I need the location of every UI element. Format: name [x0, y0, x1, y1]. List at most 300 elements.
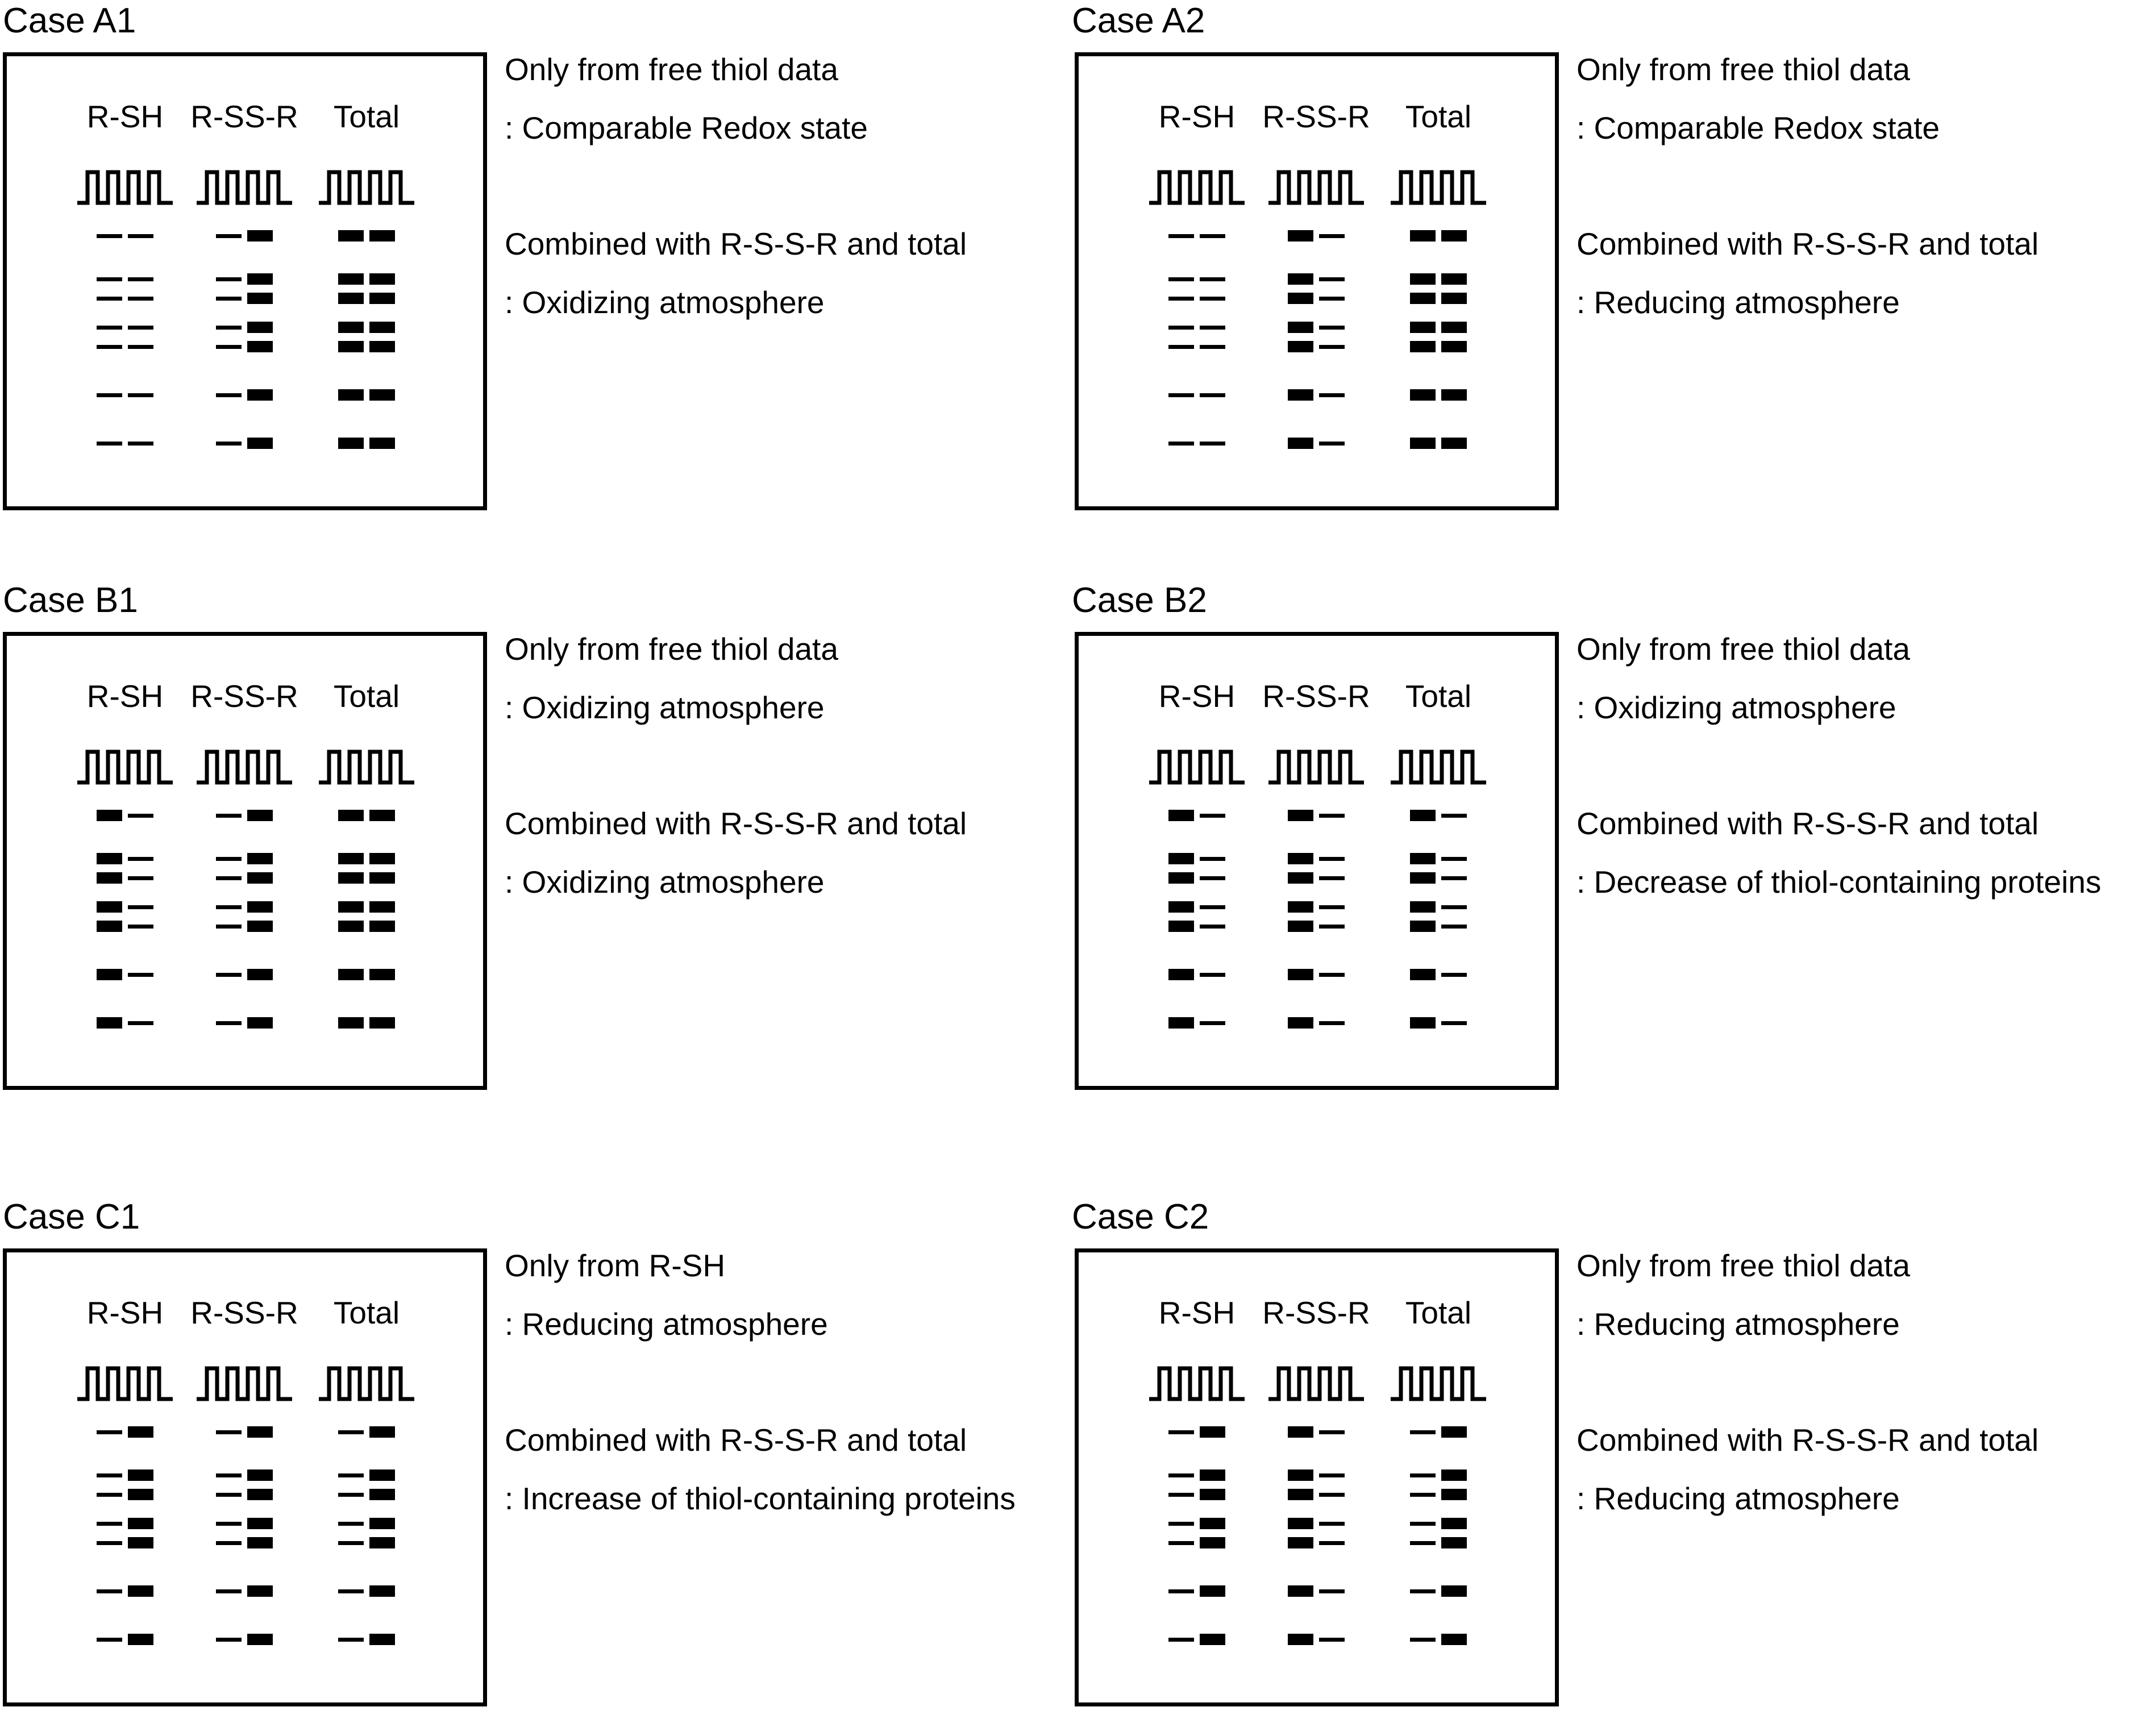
gel-band [1168, 810, 1194, 821]
gel-band [338, 1638, 364, 1642]
gel-band [247, 872, 273, 884]
well-comb [1388, 168, 1488, 207]
gel-band [128, 814, 153, 818]
gel-band [1441, 1426, 1467, 1438]
gel-band [1168, 872, 1194, 884]
gel-band [1441, 876, 1467, 880]
gel-band [1410, 1541, 1436, 1545]
well-comb [1388, 1364, 1488, 1404]
gel-band [1319, 814, 1345, 818]
gel-band [247, 438, 273, 449]
gel-band [1410, 921, 1436, 932]
gel-band [1200, 876, 1225, 880]
lane-header: R-SS-R [190, 1295, 298, 1330]
gel-band [1410, 969, 1436, 980]
gel-band [338, 341, 364, 352]
lane-header: R-SS-R [190, 99, 298, 134]
gel-band [1441, 905, 1467, 909]
well-comb [194, 747, 294, 787]
gel-band [247, 273, 273, 285]
gel-band [1441, 1537, 1467, 1548]
gel-band [128, 442, 153, 446]
gel-band [1441, 1489, 1467, 1500]
interpretation-note-line: Only from free thiol data [1577, 631, 1910, 667]
gel-band [1410, 230, 1436, 242]
gel-band [1200, 345, 1225, 349]
lane-header: Total [333, 1295, 400, 1330]
gel-band [1319, 905, 1345, 909]
gel-band [1410, 853, 1436, 864]
gel-band [1319, 1522, 1345, 1526]
gel-band [1441, 1634, 1467, 1645]
gel-band [338, 1473, 364, 1477]
gel-band [1319, 925, 1345, 929]
case-title: Case B1 [3, 581, 138, 620]
lane-header: Total [333, 678, 400, 714]
gel-band [247, 341, 273, 352]
gel-band [1319, 297, 1345, 301]
gel-band [216, 857, 242, 861]
gel-band [97, 277, 122, 281]
interpretation-note-line: : Reducing atmosphere [1577, 1481, 1900, 1516]
gel-band [1168, 297, 1194, 301]
gel-band [1319, 1493, 1345, 1497]
gel-band [1319, 1589, 1345, 1593]
case-panel-case-c1 [0, 1196, 1063, 1736]
gel-band [1410, 438, 1436, 449]
gel-band [216, 1430, 242, 1434]
well-comb [194, 1364, 294, 1404]
interpretation-note-line: Only from free thiol data [505, 52, 838, 87]
gel-band [128, 1426, 153, 1438]
gel-band [1410, 901, 1436, 913]
interpretation-note-line: : Comparable Redox state [1577, 110, 1940, 145]
gel-band [1319, 234, 1345, 238]
gel-band [338, 389, 364, 401]
interpretation-note-line: Only from R-SH [505, 1248, 726, 1283]
well-comb [1147, 1364, 1247, 1404]
gel-band [1410, 341, 1436, 352]
gel-band [1288, 230, 1313, 242]
gel-band [1288, 853, 1313, 864]
gel-band [1168, 1522, 1194, 1526]
case-panel-case-c2 [1072, 1196, 2135, 1736]
gel-band [1200, 1469, 1225, 1481]
gel-band [216, 393, 242, 397]
gel-band [1200, 925, 1225, 929]
gel-band [247, 1426, 273, 1438]
gel-band [338, 1589, 364, 1593]
gel-band [247, 1634, 273, 1645]
gel-band [369, 1017, 395, 1029]
gel-band [1319, 345, 1345, 349]
gel-band [216, 1473, 242, 1477]
gel-band [128, 326, 153, 330]
lane-header: Total [333, 99, 400, 134]
gel-band [1168, 1430, 1194, 1434]
lane-header: Total [1405, 1295, 1472, 1330]
gel-band [1441, 814, 1467, 818]
gel-band [369, 1426, 395, 1438]
gel-band [1410, 872, 1436, 884]
gel-band [369, 293, 395, 304]
gel-band [1200, 442, 1225, 446]
gel-band [216, 1638, 242, 1642]
gel-band [1288, 1634, 1313, 1645]
gel-band [1200, 393, 1225, 397]
gel-band [247, 1518, 273, 1529]
gel-band [216, 814, 242, 818]
interpretation-note-line: : Oxidizing atmosphere [1577, 690, 1896, 725]
gel-band [1319, 442, 1345, 446]
gel-band [97, 1017, 122, 1029]
lane-header: R-SH [1158, 678, 1236, 714]
case-title: Case A2 [1072, 1, 1205, 40]
gel-band [1168, 442, 1194, 446]
gel-band [1319, 1473, 1345, 1477]
interpretation-note-line: : Oxidizing atmosphere [505, 285, 825, 320]
gel-band [216, 925, 242, 929]
gel-band [338, 1017, 364, 1029]
gel-band [1200, 1585, 1225, 1597]
gel-band [369, 810, 395, 821]
well-comb [1266, 747, 1366, 787]
well-comb [75, 1364, 175, 1404]
gel-band [1200, 905, 1225, 909]
gel-band [1288, 901, 1313, 913]
gel-band [128, 393, 153, 397]
interpretation-note-line: : Reducing atmosphere [1577, 285, 1900, 320]
gel-band [369, 1469, 395, 1481]
gel-band [1288, 872, 1313, 884]
case-panel-case-a1 [0, 0, 1063, 540]
gel-band [1200, 1489, 1225, 1500]
gel-band [128, 905, 153, 909]
gel-band [338, 273, 364, 285]
gel-band [1288, 1518, 1313, 1529]
gel-band [338, 921, 364, 932]
gel-band [1441, 857, 1467, 861]
lane-header: R-SS-R [1262, 678, 1370, 714]
gel-band [369, 969, 395, 980]
gel-band [97, 234, 122, 238]
gel-band [1410, 1522, 1436, 1526]
gel-band [1441, 438, 1467, 449]
gel-band [128, 1585, 153, 1597]
gel-band [1410, 1430, 1436, 1434]
gel-band [1410, 1017, 1436, 1029]
gel-band [1168, 1589, 1194, 1593]
gel-band [216, 1541, 242, 1545]
gel-band [1200, 1426, 1225, 1438]
gel-band [128, 345, 153, 349]
gel-band [1168, 234, 1194, 238]
gel-band [97, 1522, 122, 1526]
gel-band [1410, 1638, 1436, 1642]
gel-band [1200, 326, 1225, 330]
gel-band [338, 901, 364, 913]
gel-band [97, 901, 122, 913]
case-title: Case C1 [3, 1197, 140, 1237]
case-panel-case-a2 [1072, 0, 2135, 540]
gel-band [338, 293, 364, 304]
case-title: Case A1 [3, 1, 136, 40]
gel-band [1200, 277, 1225, 281]
gel-band [1319, 326, 1345, 330]
gel-band [1168, 901, 1194, 913]
gel-band [369, 872, 395, 884]
gel-band [1319, 857, 1345, 861]
gel-band [216, 905, 242, 909]
gel-band [1200, 814, 1225, 818]
gel-band [1200, 1634, 1225, 1645]
well-comb [1266, 168, 1366, 207]
gel-band [216, 973, 242, 977]
gel-band [369, 322, 395, 333]
gel-band [97, 853, 122, 864]
gel-band [338, 438, 364, 449]
gel-band [216, 1493, 242, 1497]
gel-band [338, 1493, 364, 1497]
gel-band [97, 1541, 122, 1545]
gel-band [247, 1469, 273, 1481]
gel-band [128, 277, 153, 281]
interpretation-note-line: : Comparable Redox state [505, 110, 868, 145]
interpretation-note-line: : Decrease of thiol-containing proteins [1577, 864, 2102, 900]
interpretation-note-line: Only from free thiol data [1577, 52, 1910, 87]
gel-band [338, 810, 364, 821]
well-comb [317, 168, 417, 207]
well-comb [1147, 168, 1247, 207]
gel-band [247, 1537, 273, 1548]
gel-band [247, 921, 273, 932]
gel-band [97, 1589, 122, 1593]
gel-band [128, 1537, 153, 1548]
gel-band [1288, 273, 1313, 285]
gel-band [1441, 293, 1467, 304]
interpretation-note-line: Combined with R-S-S-R and total [505, 226, 967, 261]
interpretation-note-line: Only from free thiol data [1577, 1248, 1910, 1283]
gel-band [1288, 322, 1313, 333]
gel-band [338, 230, 364, 242]
gel-band [1168, 393, 1194, 397]
gel-band [369, 853, 395, 864]
gel-band [128, 297, 153, 301]
gel-band [338, 322, 364, 333]
gel-band [369, 230, 395, 242]
gel-band [1441, 1469, 1467, 1481]
gel-band [338, 872, 364, 884]
well-comb [194, 168, 294, 207]
lane-header: R-SS-R [1262, 99, 1370, 134]
interpretation-note-line: Combined with R-S-S-R and total [1577, 226, 2039, 261]
gel-band [1441, 1021, 1467, 1025]
gel-band [247, 293, 273, 304]
gel-band [1200, 857, 1225, 861]
gel-band [1410, 810, 1436, 821]
gel-band [1288, 1489, 1313, 1500]
gel-band [369, 921, 395, 932]
gel-band [1168, 326, 1194, 330]
gel-band [216, 234, 242, 238]
lane-header: R-SH [86, 1295, 164, 1330]
interpretation-note-line: : Increase of thiol-containing proteins [505, 1481, 1016, 1516]
lane-header: R-SH [86, 678, 164, 714]
lane-header: R-SS-R [190, 678, 298, 714]
gel-band [369, 273, 395, 285]
gel-band [247, 901, 273, 913]
gel-band [338, 1541, 364, 1545]
case-panel-case-b2 [1072, 580, 2135, 1119]
gel-band [97, 1473, 122, 1477]
gel-band [1410, 1493, 1436, 1497]
gel-band [338, 1430, 364, 1434]
gel-band [216, 1589, 242, 1593]
gel-band [1410, 273, 1436, 285]
gel-band [1319, 393, 1345, 397]
gel-band [1168, 1493, 1194, 1497]
gel-band [216, 1021, 242, 1025]
gel-band [1319, 1021, 1345, 1025]
gel-band [1441, 1518, 1467, 1529]
gel-band [216, 277, 242, 281]
gel-band [1441, 973, 1467, 977]
interpretation-note-line: : Oxidizing atmosphere [505, 690, 825, 725]
gel-band [338, 853, 364, 864]
gel-band [1441, 1585, 1467, 1597]
gel-band [128, 1518, 153, 1529]
gel-band [1288, 1017, 1313, 1029]
well-comb [1388, 747, 1488, 787]
gel-band [338, 1522, 364, 1526]
gel-band [247, 230, 273, 242]
gel-band [1168, 1017, 1194, 1029]
gel-band [1288, 810, 1313, 821]
gel-band [1200, 1518, 1225, 1529]
lane-header: Total [1405, 678, 1472, 714]
gel-band [1168, 969, 1194, 980]
gel-band [97, 442, 122, 446]
well-comb [1147, 747, 1247, 787]
gel-band [338, 969, 364, 980]
gel-band [1410, 322, 1436, 333]
gel-band [1200, 973, 1225, 977]
gel-band [247, 389, 273, 401]
gel-band [247, 1585, 273, 1597]
gel-band [1168, 853, 1194, 864]
gel-band [1200, 234, 1225, 238]
gel-band [97, 345, 122, 349]
gel-band [128, 857, 153, 861]
interpretation-note-line: Combined with R-S-S-R and total [1577, 1422, 2039, 1458]
gel-band [1168, 1541, 1194, 1545]
well-comb [75, 747, 175, 787]
case-panel-case-b1 [0, 580, 1063, 1119]
gel-band [216, 1522, 242, 1526]
gel-band [1441, 389, 1467, 401]
gel-band [1410, 293, 1436, 304]
gel-band [1410, 1473, 1436, 1477]
interpretation-note-line: Combined with R-S-S-R and total [505, 806, 967, 841]
gel-band [97, 969, 122, 980]
well-comb [1266, 1364, 1366, 1404]
gel-band [1441, 322, 1467, 333]
gel-band [97, 1638, 122, 1642]
lane-header: R-SH [86, 99, 164, 134]
gel-band [97, 1493, 122, 1497]
case-title: Case B2 [1072, 581, 1207, 620]
gel-band [1288, 921, 1313, 932]
gel-band [1441, 273, 1467, 285]
gel-band [1319, 1430, 1345, 1434]
gel-band [369, 1489, 395, 1500]
gel-band [369, 1634, 395, 1645]
gel-band [128, 1634, 153, 1645]
gel-band [1410, 389, 1436, 401]
gel-band [128, 1021, 153, 1025]
gel-band [369, 901, 395, 913]
gel-band [128, 1469, 153, 1481]
gel-band [97, 810, 122, 821]
gel-band [97, 393, 122, 397]
gel-band [1200, 1021, 1225, 1025]
case-title: Case C2 [1072, 1197, 1209, 1237]
lane-header: R-SS-R [1262, 1295, 1370, 1330]
gel-band [1168, 921, 1194, 932]
interpretation-note-line: : Reducing atmosphere [505, 1306, 828, 1342]
gel-band [97, 872, 122, 884]
gel-band [97, 921, 122, 932]
gel-band [1200, 1537, 1225, 1548]
gel-band [216, 442, 242, 446]
gel-band [128, 234, 153, 238]
gel-band [1168, 345, 1194, 349]
gel-band [1288, 341, 1313, 352]
gel-band [1410, 1589, 1436, 1593]
gel-band [128, 925, 153, 929]
gel-band [369, 389, 395, 401]
gel-band [369, 1537, 395, 1548]
interpretation-note-line: Combined with R-S-S-R and total [505, 1422, 967, 1458]
gel-band [247, 853, 273, 864]
gel-band [1168, 1473, 1194, 1477]
gel-band [247, 1017, 273, 1029]
gel-band [1168, 277, 1194, 281]
gel-band [1319, 277, 1345, 281]
gel-band [1441, 925, 1467, 929]
gel-band [369, 1585, 395, 1597]
gel-band [1441, 341, 1467, 352]
interpretation-note-line: : Oxidizing atmosphere [505, 864, 825, 900]
gel-band [1200, 297, 1225, 301]
gel-band [1168, 1638, 1194, 1642]
gel-band [216, 326, 242, 330]
gel-band [369, 1518, 395, 1529]
lane-header: R-SH [1158, 1295, 1236, 1330]
gel-band [97, 1430, 122, 1434]
gel-band [216, 297, 242, 301]
interpretation-note-line: : Reducing atmosphere [1577, 1306, 1900, 1342]
gel-band [1288, 1469, 1313, 1481]
gel-band [369, 341, 395, 352]
gel-band [1319, 876, 1345, 880]
interpretation-note-line: Only from free thiol data [505, 631, 838, 667]
gel-band [1288, 438, 1313, 449]
gel-band [128, 876, 153, 880]
gel-band [1319, 1541, 1345, 1545]
gel-band [369, 438, 395, 449]
gel-band [247, 1489, 273, 1500]
